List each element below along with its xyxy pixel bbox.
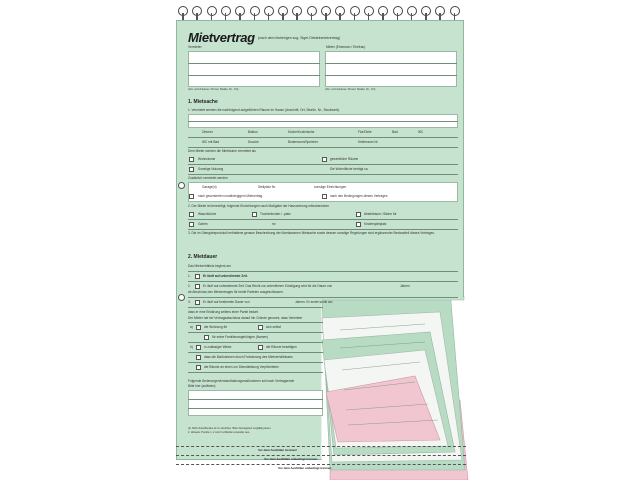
checkbox-unlimited[interactable] [195,274,200,279]
checkbox-this-contract[interactable] [322,194,327,199]
reason-label: Der Mieter hat bei Vertragsabschluss darauf hin Gründe genannt, dass Vermieter [188,316,303,320]
extra-note-1: nach gesonderten unabhängigem Mietvertrag [198,194,263,198]
option-a-label: a) [190,325,193,329]
checkbox-wohnraeume[interactable] [189,157,194,162]
room-zimmer: Zimmer [202,130,213,134]
option-2-text: Er läuft auf unbestimmte Zeit. Das Recht zur ordentlichen Kündigung wird für die Dauer von [203,284,333,288]
form-subtitle: (nach dem bisherigen sog. Sigel-Ortsteinmietvertrag) [258,36,341,40]
perforation-line-3 [176,464,466,465]
rooms-line-1 [188,137,458,138]
option-c2-text: die Räume an einen zur Dienstleistung Verpflichteten [204,365,279,369]
tear-note-3: Vor dem Ausfüllen unbedingt trennen [278,466,332,470]
option-2-continuation: ab Abschluss des Mietvertrages für beide Parteien ausgeschlossen. [188,290,284,294]
room-kueche: Küche/Kochnische [288,130,315,134]
tenant-label: Mieter (Ehemann / Ehefrau) [326,45,366,49]
checkbox-separate-contract[interactable] [189,194,194,199]
shared-spielplatz: Kinderspielplatz [364,222,387,226]
usage-line-1 [188,164,458,165]
option-2-line [188,297,458,298]
tenant-line-1 [325,63,457,64]
shared-abstellraum: Abstellraum / fläche für [364,212,397,216]
checkbox-a-self[interactable] [258,325,263,330]
tear-note-1: Vor dem Ausfüllen trennen! [258,448,298,452]
option-b-label: b) [190,345,193,349]
shared-m2: m² [272,222,276,226]
room-bad: Bad [392,130,398,134]
landlord-label: Vermieter [188,45,202,49]
option-3-text: Er läuft auf bestimmte Dauer von [203,300,250,304]
extra-note-2: nach den Bedingungen dieses Vertrages [330,194,388,198]
tenant-address-field[interactable] [325,51,457,87]
tenant-line-2 [325,75,457,76]
perforation-line-1 [176,446,466,447]
start-line [188,271,458,272]
perforation-line-2 [176,455,466,456]
usage-sonstige: Sonstige Nutzung [198,167,224,171]
consequences-line-2 [188,408,323,409]
checkbox-b[interactable] [196,345,201,350]
checkbox-spielplatz[interactable] [356,222,361,227]
usage-wohnflaeche: Die Wohnfläche beträgt ca. [330,167,369,171]
usage-gewerblich: gewerbliche Räume [330,157,359,161]
shared-line-1 [188,219,458,220]
checkbox-c2[interactable] [196,365,201,370]
family-text: für seine Familienangehörigen (Namen) [212,335,269,339]
reason-line [188,322,323,323]
consequences-field[interactable] [188,390,323,416]
shared-line-2 [188,229,458,230]
consequences-text: Folgende Änderungen/Instandhaltungsmaßnahmen soll nach Vertragsende [188,379,295,383]
form-title: Mietvertrag [188,30,255,45]
family-line [188,342,323,343]
option-a-suffix: sich selbst [266,325,281,329]
protocol-text: 3. Die im Übergabeprotokoll enthaltene genaue Beschreibung der überlassenen Mietsache sowie dessen sonstige Regelungen sind ergänzender Bestandteil dieses Vertrages. [188,231,435,235]
checkbox-sonstige[interactable] [189,167,194,172]
room-wc-bad: WC mit Bad [202,140,220,144]
usage-wohnraeume: Wohnräume [198,157,216,161]
consequences-line-1 [188,399,323,400]
checkbox-garten[interactable] [189,222,194,227]
option-3-continuation: dass er eine Erklärung seitens einer Partei bedarf. [188,310,259,314]
landlord-address-caption: (Vor- und Zuname / Firma / Straße, Nr., Ort) [188,88,239,91]
option-c-text: dass die Maßnahmen durch Fortsetzung des Mietverhältnisses [204,355,293,359]
option-3-number: 3. [188,300,191,304]
checkbox-c[interactable] [196,355,201,360]
checkbox-family[interactable] [204,335,209,340]
consequences-hint: Bitte hier (auflisten) [188,384,216,388]
option-b-line [188,352,323,353]
extra-garage: Garage(n) [202,185,217,189]
usage-line-2 [188,174,458,175]
option-1-text: Er läuft auf unbestimmte Zeit. [203,274,248,278]
tenant-address-caption: (Vor- und Zuname / Firma / Straße, Nr., Ort) [325,88,376,91]
landlord-line-2 [188,75,320,76]
start-label: Das Mietverhältnis beginnt am [188,264,231,268]
checkbox-gewerblich[interactable] [322,157,327,162]
checkbox-a[interactable] [196,325,201,330]
option-b-text: in zulässiger Weise [204,345,232,349]
room-wc: WC [418,130,424,134]
option-a-line [188,332,323,333]
tear-note-2: Vor dem Ausfüllen unbedingt trennen [264,457,318,461]
checkbox-fixed-term[interactable] [195,300,200,305]
section-1-intro: 1. Vermietet werden die nachfolgend aufgeführten Räume im Hause (Anschrift, Ort, Straße, Nr., Stockwerk) [188,108,340,112]
option-3-mid: Jahren. Er endet somit am [295,300,333,304]
room-flur: Flur/Diele [358,130,372,134]
landlord-address-field[interactable] [188,51,320,87]
option-c-line [188,362,323,363]
checkbox-unlimited-excluded[interactable] [195,284,200,289]
room-bodenraum: Bodenraum/Speicher [288,140,318,144]
punch-hole-bottom [178,294,185,301]
checkbox-waschkueche[interactable] [189,212,194,217]
shared-trockenboden: Trockenboden / -platz [260,212,291,216]
option-1-line [188,281,458,282]
extra-stellplatz: Stellplatz Nr. [258,185,276,189]
fine-print-2: 2. Hinweis: Punkte 1, 2 und 3 schließen einander aus. [188,431,250,434]
checkbox-trockenboden[interactable] [252,212,257,217]
extra-sonstige: sonstige Einrichtungen [314,185,347,189]
extra-label: Zusätzlich vermietet werden [188,176,228,180]
section-1-heading: 1. Mietsache [188,99,218,105]
punch-hole-top [178,182,185,189]
rooms-line-2 [188,147,458,148]
shared-garten: Garten [198,222,208,226]
option-c2-line [188,372,323,373]
room-balkon: Balkon [248,130,258,134]
checkbox-b-remove[interactable] [258,345,263,350]
option-3-line [188,307,323,308]
property-address-line [188,121,458,122]
room-dusche: Dusche [248,140,259,144]
checkbox-abstellraum[interactable] [356,212,361,217]
option-2-suffix: Jahren [400,284,410,288]
landlord-line-1 [188,63,320,64]
shared-label: 2. Der Mieter ist berechtigt, folgende Einrichtungen nach Maßgabe der Hausordnung mitzubenutzen [188,204,330,208]
option-b-suffix: die Räume beseitigen [266,345,297,349]
option-2-number: 2. [188,284,191,288]
option-1-number: 1. [188,274,191,278]
fine-print-1: (1) Nicht Zutreffendes ist zu streichen. Bitte Vertragstext sorgfältig lesen. [188,427,272,430]
section-2-heading: 2. Mietdauer [188,254,218,260]
room-keller: Kellerraum Nr. [358,140,379,144]
shared-waschkueche: Waschküche [198,212,217,216]
option-a-text: die Wohnung für [204,325,228,329]
usage-label: Dem Mieter werden die Mieträume vermietet als [188,149,256,153]
